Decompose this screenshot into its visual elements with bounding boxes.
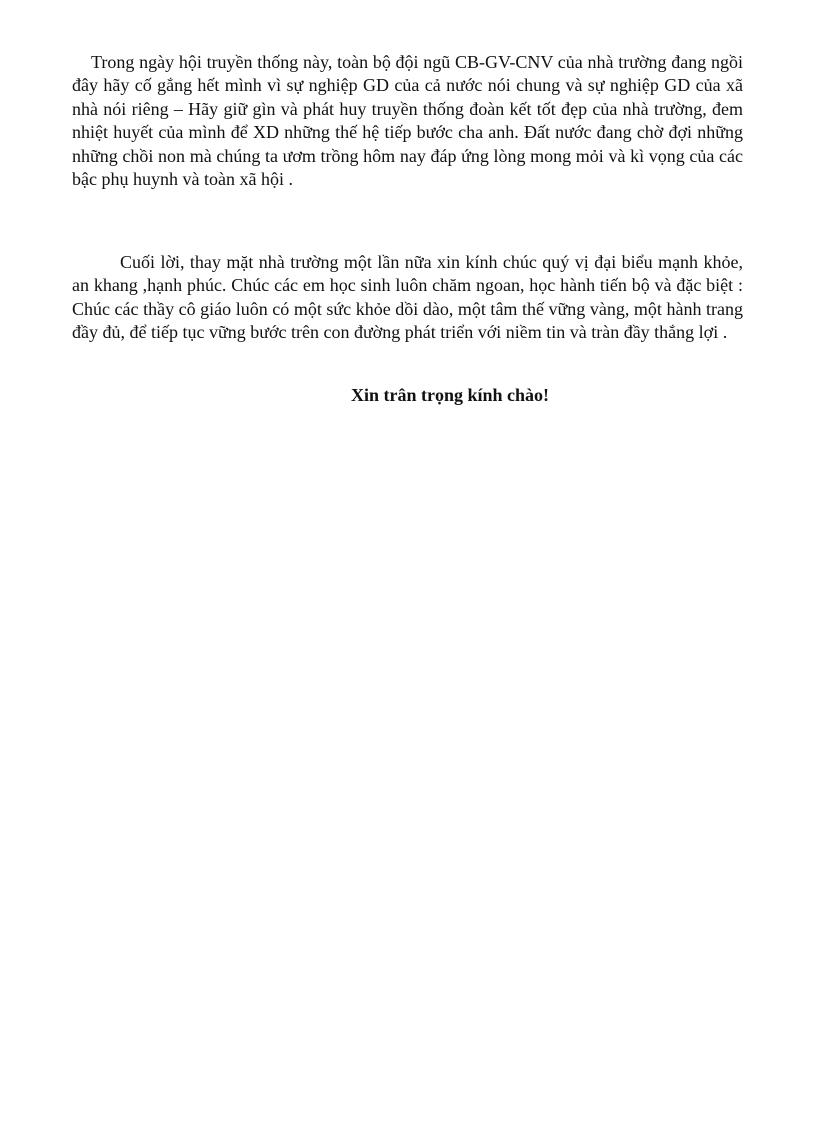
- paragraph-tradition-day: Trong ngày hội truyền thống này, toàn bộ đội ngũ CB-GV-CNV của nhà trường đang ngồi đây hãy cố gắng hết mình vì sự nghiệp GD của cả nước nói chung và sự nghiệp GD của xã nhà nói riêng – Hãy giữ gìn và phát huy truyền thống đoàn kết tốt đẹp của nhà trường, đem nhiệt huyết của mình để XD những thế hệ tiếp bước cha anh. Đất nước đang chờ đợi những những chồi non mà chúng ta ươm trồng hôm nay đáp ứng lòng mong mỏi và kì vọng của các bậc phụ huynh và toàn xã hội .: [72, 52, 743, 190]
- paragraph-closing-wishes: Cuối lời, thay mặt nhà trường một lần nữa xin kính chúc quý vị đại biểu mạnh khỏe, an khang ,hạnh phúc. Chúc các em học sinh luôn chăm ngoan, học hành tiến bộ và đặc biệt : Chúc các thầy cô giáo luôn có một sức khỏe dồi dào, một tâm thế vững vàng, một hành trang đầy đủ, để tiếp tục vững bước trên con đường phát triển với niềm tin và tràn đầy thắng lợi .: [72, 252, 743, 343]
- closing-greeting: Xin trân trọng kính chào!: [350, 385, 550, 405]
